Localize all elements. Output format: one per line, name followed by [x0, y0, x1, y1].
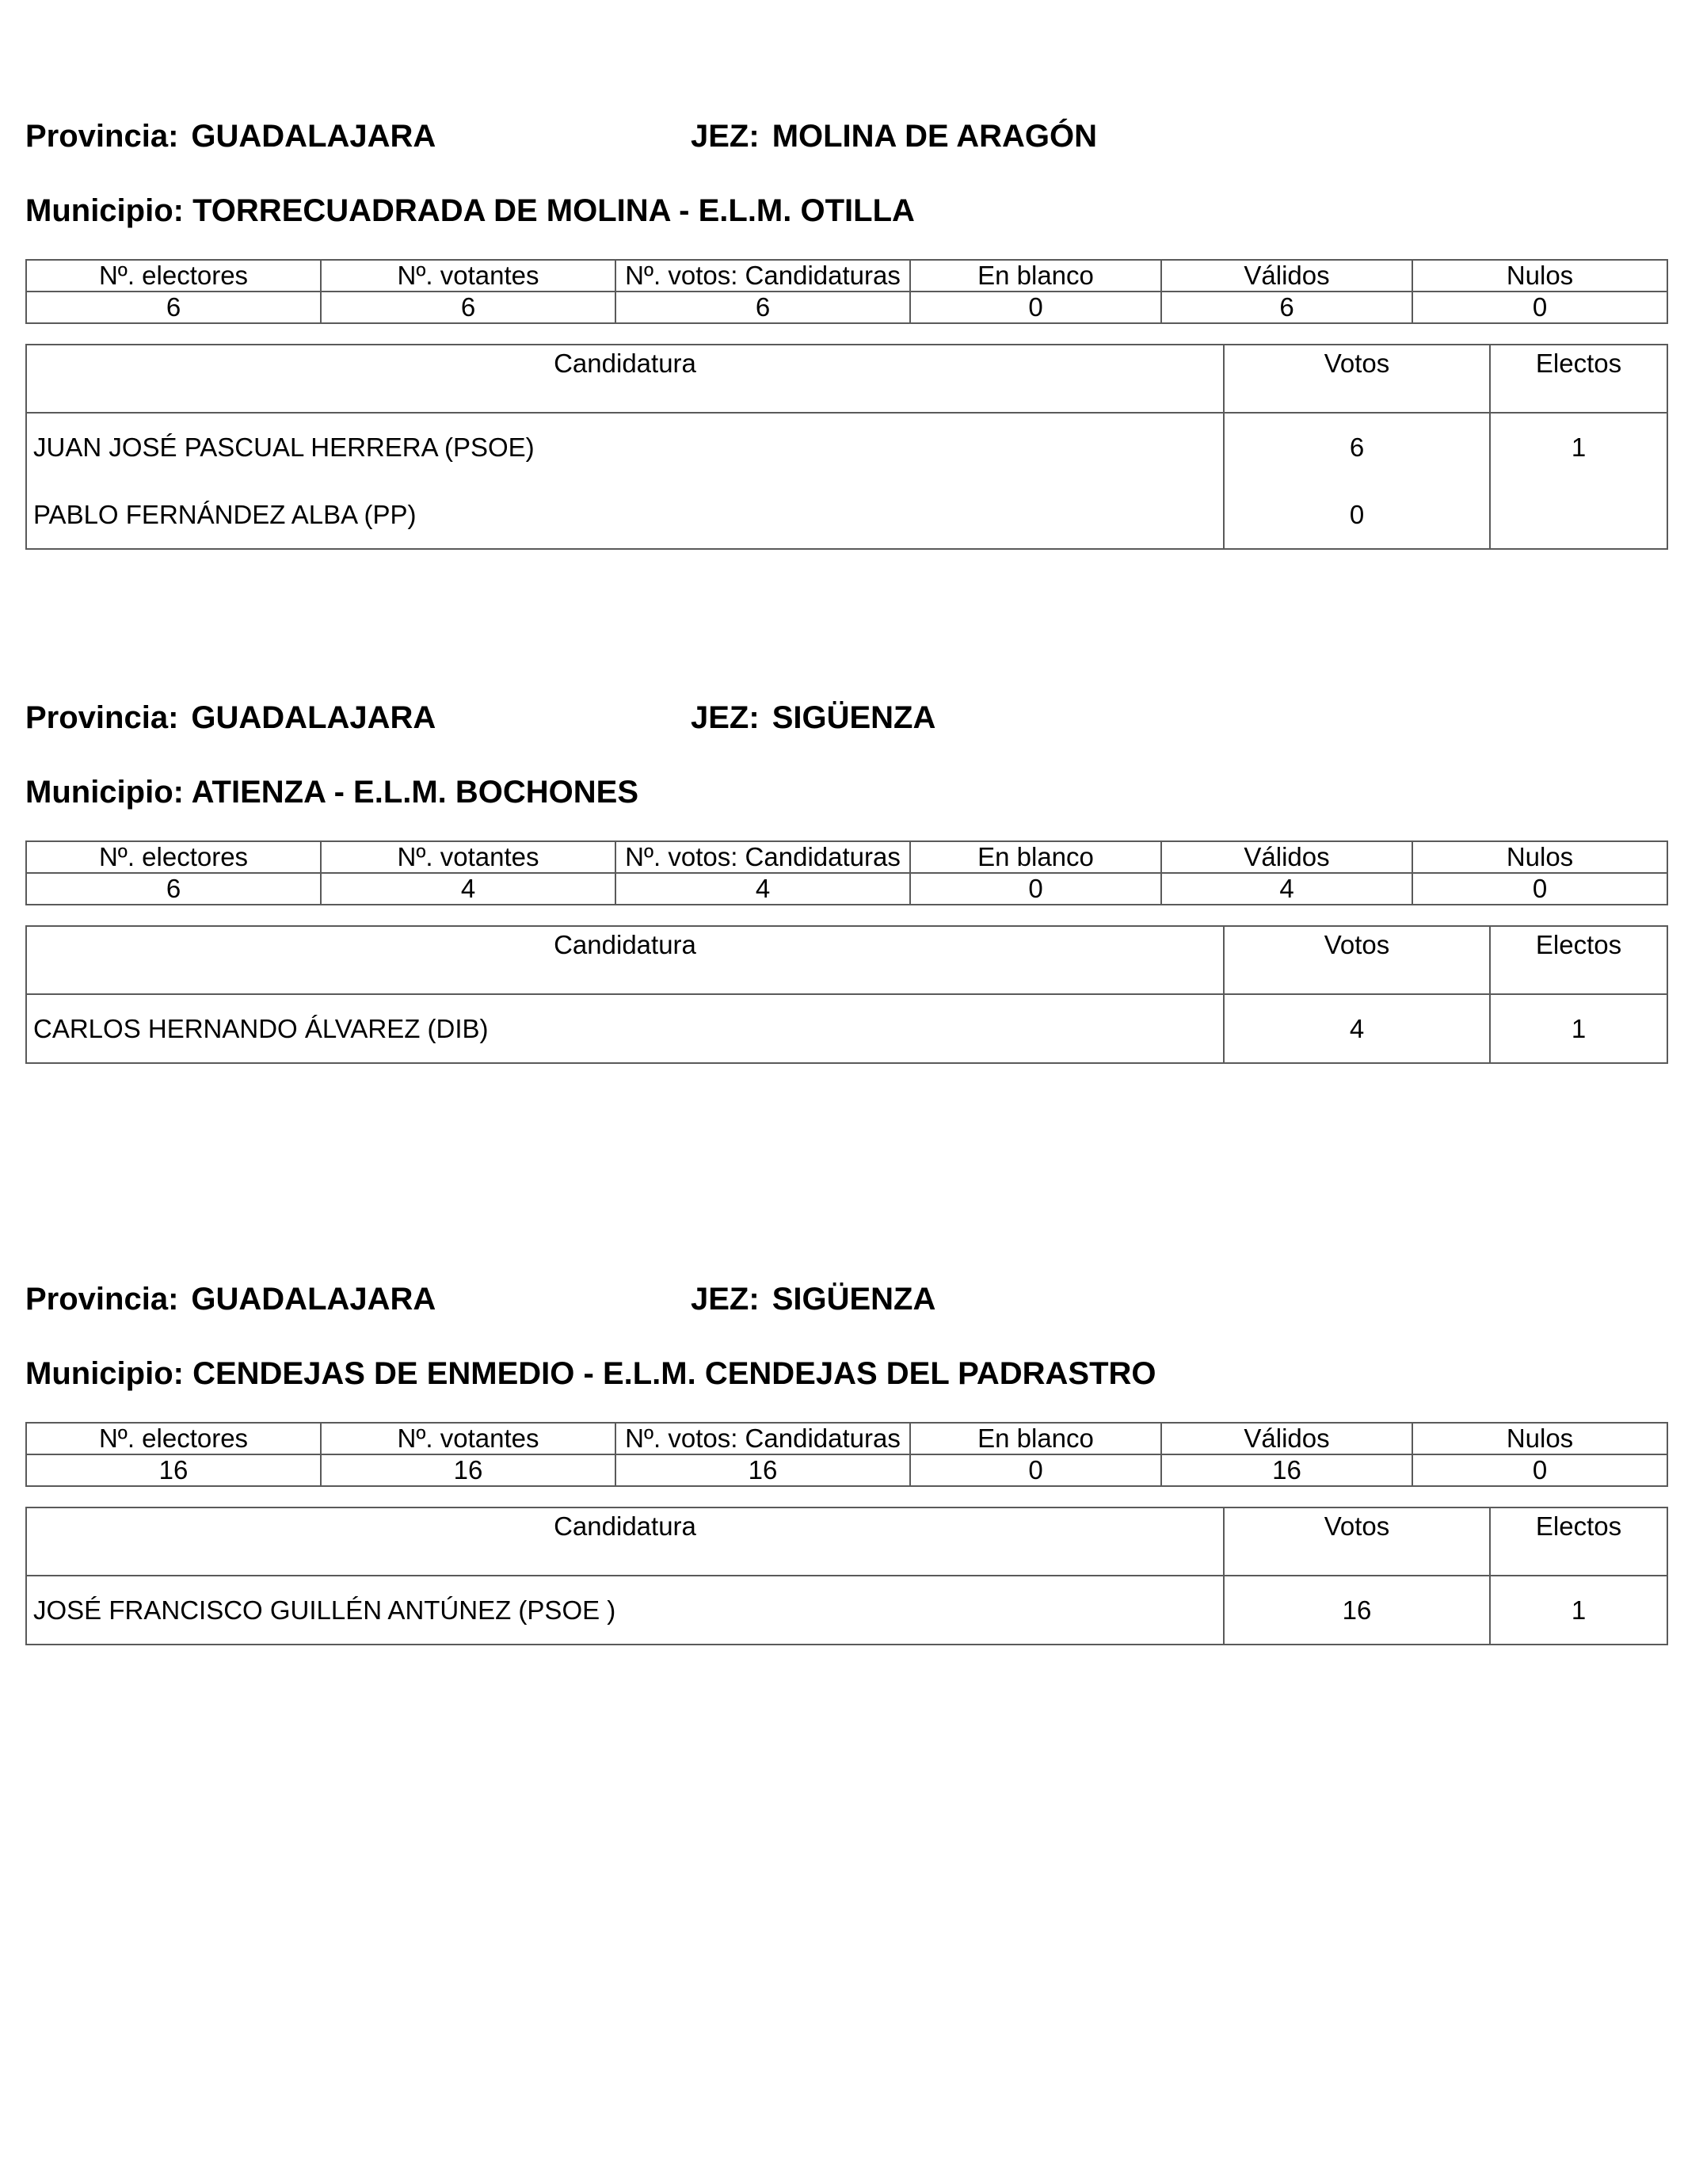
header-validos: Válidos — [1161, 260, 1412, 292]
jez-line — [691, 1280, 935, 1318]
header-votos-candidaturas: Nº. votos: Candidaturas — [615, 841, 910, 873]
value-votos-candidaturas: 4 — [615, 873, 910, 905]
provincia-label: Provincia: — [25, 1282, 179, 1317]
candidate-votos: 0 — [1224, 481, 1490, 549]
stats-value-row — [26, 873, 1667, 905]
stats-header-row — [26, 260, 1667, 292]
value-votos-candidaturas: 6 — [615, 292, 910, 323]
header-en-blanco: En blanco — [910, 1423, 1161, 1454]
candidates-header-row — [26, 1507, 1667, 1576]
municipio-value: TORRECUADRADA DE MOLINA - E.L.M. OTILLA — [192, 193, 915, 228]
municipio-value: ATIENZA - E.L.M. BOCHONES — [191, 775, 639, 810]
value-validos: 6 — [1161, 292, 1412, 323]
candidate-row — [26, 413, 1667, 481]
results-section-3 — [25, 1280, 1667, 1835]
header-votos-candidaturas: Nº. votos: Candidaturas — [615, 1423, 910, 1454]
municipio-value: CENDEJAS DE ENMEDIO - E.L.M. CENDEJAS DEL PADRASTRO — [192, 1356, 1156, 1391]
value-en-blanco: 0 — [910, 292, 1161, 323]
value-votantes: 4 — [321, 873, 615, 905]
header-electores: Nº. electores — [26, 260, 321, 292]
stats-header-row — [26, 841, 1667, 873]
header-votos: Votos — [1224, 926, 1490, 994]
header-en-blanco: En blanco — [910, 260, 1161, 292]
header-nulos: Nulos — [1412, 841, 1667, 873]
value-nulos: 0 — [1412, 292, 1667, 323]
municipio-line — [25, 773, 638, 811]
stats-value-row — [26, 1454, 1667, 1486]
provincia-line — [25, 117, 436, 155]
jez-label: JEZ: — [691, 1282, 760, 1317]
candidate-row — [26, 994, 1667, 1063]
value-en-blanco: 0 — [910, 873, 1161, 905]
candidates-header-row — [26, 345, 1667, 413]
results-section-2 — [25, 699, 1667, 1253]
jez-line — [691, 699, 935, 737]
provincia-line — [25, 1280, 436, 1318]
value-electores: 6 — [26, 873, 321, 905]
municipio-label: Municipio: — [25, 1356, 184, 1391]
provincia-label: Provincia: — [25, 700, 179, 735]
jez-label: JEZ: — [691, 700, 760, 735]
candidate-electos — [1490, 481, 1667, 549]
municipio-line — [25, 1355, 1156, 1393]
header-votos-candidaturas: Nº. votos: Candidaturas — [615, 260, 910, 292]
candidate-electos: 1 — [1490, 413, 1667, 481]
header-candidatura: Candidatura — [26, 345, 1224, 413]
header-validos: Válidos — [1161, 1423, 1412, 1454]
jez-value: SIGÜENZA — [772, 700, 936, 735]
candidate-votos: 6 — [1224, 413, 1490, 481]
value-validos: 4 — [1161, 873, 1412, 905]
value-validos: 16 — [1161, 1454, 1412, 1486]
candidate-votos: 16 — [1224, 1576, 1490, 1645]
candidate-row — [26, 1576, 1667, 1645]
jez-value: MOLINA DE ARAGÓN — [772, 119, 1098, 154]
header-candidatura: Candidatura — [26, 1507, 1224, 1576]
header-nulos: Nulos — [1412, 1423, 1667, 1454]
header-votantes: Nº. votantes — [321, 1423, 615, 1454]
header-electos: Electos — [1490, 345, 1667, 413]
results-section-1 — [25, 117, 1667, 672]
municipio-label: Municipio: — [25, 775, 184, 810]
provincia-value: GUADALAJARA — [191, 119, 436, 154]
candidate-electos: 1 — [1490, 994, 1667, 1063]
candidates-table — [25, 344, 1668, 550]
value-votantes: 16 — [321, 1454, 615, 1486]
jez-value: SIGÜENZA — [772, 1282, 936, 1317]
jez-label: JEZ: — [691, 119, 760, 154]
header-nulos: Nulos — [1412, 260, 1667, 292]
value-votantes: 6 — [321, 292, 615, 323]
candidate-votos: 4 — [1224, 994, 1490, 1063]
candidate-name: JUAN JOSÉ PASCUAL HERRERA (PSOE) — [26, 413, 1224, 481]
candidates-table — [25, 1507, 1668, 1645]
header-electores: Nº. electores — [26, 841, 321, 873]
header-candidatura: Candidatura — [26, 926, 1224, 994]
header-electos: Electos — [1490, 926, 1667, 994]
provincia-value: GUADALAJARA — [191, 1282, 436, 1317]
header-votantes: Nº. votantes — [321, 841, 615, 873]
stats-table — [25, 840, 1668, 905]
value-electores: 16 — [26, 1454, 321, 1486]
municipio-label: Municipio: — [25, 193, 184, 228]
stats-header-row — [26, 1423, 1667, 1454]
stats-table — [25, 259, 1668, 324]
value-electores: 6 — [26, 292, 321, 323]
provincia-line — [25, 699, 436, 737]
provincia-value: GUADALAJARA — [191, 700, 436, 735]
jez-line — [691, 117, 1097, 155]
value-votos-candidaturas: 16 — [615, 1454, 910, 1486]
header-electos: Electos — [1490, 1507, 1667, 1576]
header-votos: Votos — [1224, 1507, 1490, 1576]
stats-table — [25, 1422, 1668, 1487]
candidate-name: CARLOS HERNANDO ÁLVAREZ (DIB) — [26, 994, 1224, 1063]
header-votantes: Nº. votantes — [321, 260, 615, 292]
stats-value-row — [26, 292, 1667, 323]
header-votos: Votos — [1224, 345, 1490, 413]
header-validos: Válidos — [1161, 841, 1412, 873]
candidate-name: PABLO FERNÁNDEZ ALBA (PP) — [26, 481, 1224, 549]
provincia-label: Provincia: — [25, 119, 179, 154]
candidate-name: JOSÉ FRANCISCO GUILLÉN ANTÚNEZ (PSOE ) — [26, 1576, 1224, 1645]
value-en-blanco: 0 — [910, 1454, 1161, 1486]
header-electores: Nº. electores — [26, 1423, 321, 1454]
value-nulos: 0 — [1412, 1454, 1667, 1486]
value-nulos: 0 — [1412, 873, 1667, 905]
candidate-electos: 1 — [1490, 1576, 1667, 1645]
municipio-line — [25, 192, 915, 230]
candidates-table — [25, 925, 1668, 1064]
header-en-blanco: En blanco — [910, 841, 1161, 873]
candidates-header-row — [26, 926, 1667, 994]
candidate-row — [26, 481, 1667, 549]
